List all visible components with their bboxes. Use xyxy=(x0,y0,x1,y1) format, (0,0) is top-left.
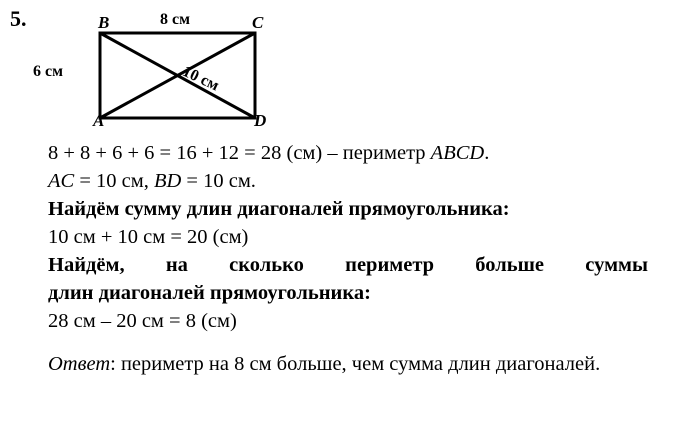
solution-line-sum-equation: 10 см + 10 см = 20 (см) xyxy=(48,226,249,248)
solution-line-diagonals xyxy=(48,168,660,195)
diagonal-ac-label: AC xyxy=(48,170,75,192)
diagonal-ac-value: = 10 см, xyxy=(74,170,154,192)
answer-text: : периметр на 8 см больше, чем сумма длин диагоналей. xyxy=(110,353,601,375)
solution-text xyxy=(48,140,660,379)
solution-line-compare-prompt-1: Найдём, на сколько периметр больше суммы xyxy=(48,254,648,276)
answer-label: Ответ xyxy=(48,353,111,375)
solution-line-sum-prompt: Найдём сумму длин диагоналей прямоугольника: xyxy=(48,198,510,220)
vertex-label-d: D xyxy=(254,111,267,130)
measure-left-side: 6 см xyxy=(33,63,63,80)
solution-line-difference: 28 см – 20 см = 8 (см) xyxy=(48,310,237,332)
vertex-label-c: C xyxy=(252,13,264,32)
measure-top-side: 8 см xyxy=(160,11,190,28)
answer-line xyxy=(48,351,648,378)
solution-line-compare-prompt-2: длин диагоналей прямоугольника: xyxy=(48,282,371,304)
problem-number: 5. xyxy=(10,6,27,31)
perimeter-figure-name: ABCD xyxy=(430,142,485,164)
rectangle-figure xyxy=(33,8,345,138)
solution-line-perimeter xyxy=(48,140,660,167)
vertex-label-b: B xyxy=(98,13,110,32)
diagonal-bd-label: BD xyxy=(153,170,182,192)
perimeter-equation: 8 + 8 + 6 + 6 = 16 + 12 = 28 (см) – периметр xyxy=(48,142,431,164)
vertex-label-a: A xyxy=(93,111,105,130)
measure-diagonal: 10 см xyxy=(179,63,222,95)
diagonal-bd-value: = 10 см. xyxy=(181,170,256,192)
perimeter-period: . xyxy=(484,142,490,164)
